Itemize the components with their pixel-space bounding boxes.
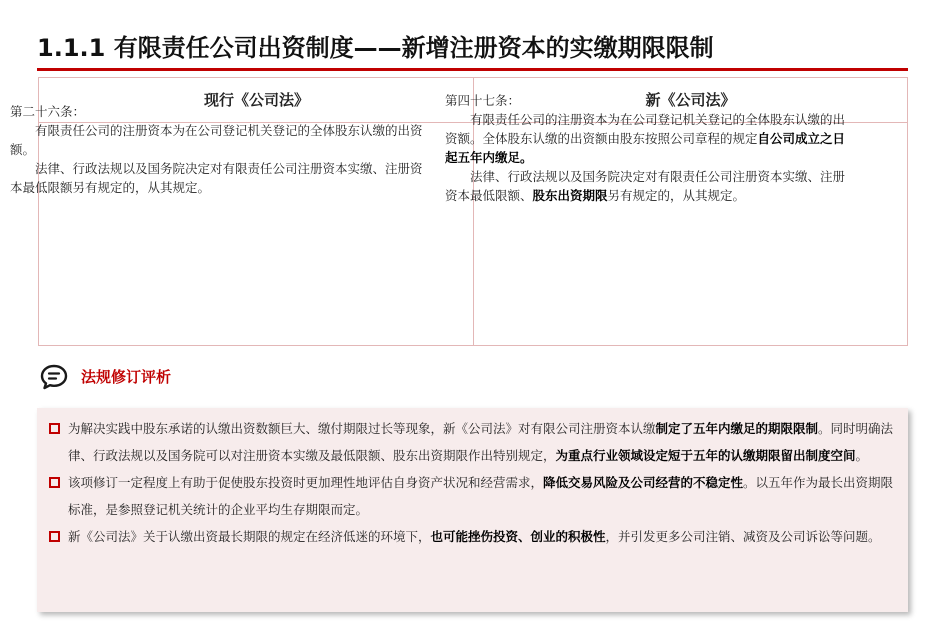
analysis-bullet <box>47 469 898 523</box>
checkbox-square-icon <box>49 477 60 488</box>
bullet-text: 为解决实践中股东承诺的认缴出资数额巨大、缴付期限过长等现象，新《公司法》对有限公司注册资本认缴 <box>68 421 656 436</box>
new-article-number: 第四十七条： <box>445 93 521 108</box>
new-law-header: 新《公司法》 <box>645 91 736 109</box>
checkbox-square-icon <box>49 423 60 434</box>
page-title: 1.1.1 有限责任公司出资制度——新增注册资本的实缴期限限制 <box>37 34 714 62</box>
new-article-para-2 <box>445 167 855 205</box>
analysis-title: 法规修订评析 <box>81 368 172 386</box>
bullet-emphasis: 也可能挫伤投资、创业的积极性 <box>430 529 606 544</box>
bullet-emphasis: 制定了五年内缴足的期限限制 <box>655 421 819 436</box>
current-article-number: 第二十六条： <box>10 104 86 119</box>
bullet-text: 该项修订一定程度上有助于促使股东投资时更加理性地评估自身资产状况和经营需求， <box>68 475 544 490</box>
chat-bubble-icon <box>40 364 68 390</box>
new-article-para-1-emphasis: 自公司成立之日起五年内缴足。 <box>445 131 846 165</box>
new-article-para-1-text: 有限责任公司的注册资本为在公司登记机关登记的全体股东认缴的出资额。全体股东认缴的出资额由股东按照公司章程的规定 <box>445 112 846 146</box>
bullet-text: 新《公司法》关于认缴出资最长期限的规定在经济低迷的环境下， <box>68 529 431 544</box>
bullet-text: ，并引发更多公司注销、减资及公司诉讼等问题。 <box>605 529 881 544</box>
new-article-para-2-emphasis: 股东出资期限 <box>532 188 608 203</box>
bullet-emphasis: 为重点行业领域设定短于五年的认缴期限留出制度空间 <box>555 448 856 463</box>
new-article-para-2-text: 法律、行政法规以及国务院决定对有限责任公司注册资本实缴、注册资本最低限额、 <box>445 169 846 203</box>
new-law-text <box>445 91 855 205</box>
analysis-box <box>37 408 908 612</box>
bullet-text: 。 <box>855 448 869 463</box>
current-law-header: 现行《公司法》 <box>203 91 309 109</box>
bullet-text: 。以五年作为最长出资期限标准，是参照登记机关统计的企业平均生存期限而定。 <box>68 475 894 517</box>
title-underline <box>37 68 908 71</box>
analysis-bullet <box>47 523 898 550</box>
analysis-bullet <box>47 415 898 469</box>
current-law-text <box>10 102 426 197</box>
current-article-para-1: 有限责任公司的注册资本为在公司登记机关登记的全体股东认缴的出资额。 <box>10 123 423 157</box>
bullet-emphasis: 降低交易风险及公司经营的不稳定性 <box>543 475 744 490</box>
new-article-para-2-tail: 另有规定的，从其规定。 <box>607 188 746 203</box>
new-article-para-1 <box>445 110 855 167</box>
checkbox-square-icon <box>49 531 60 542</box>
current-article-para-2: 法律、行政法规以及国务院决定对有限责任公司注册资本实缴、注册资本最低限额另有规定的，从其规定。 <box>10 161 423 195</box>
bullet-text: 。同时明确法律、行政法规以及国务院可以对注册资本实缴及最低限额、股东出资期限作出特别规定， <box>68 421 894 463</box>
